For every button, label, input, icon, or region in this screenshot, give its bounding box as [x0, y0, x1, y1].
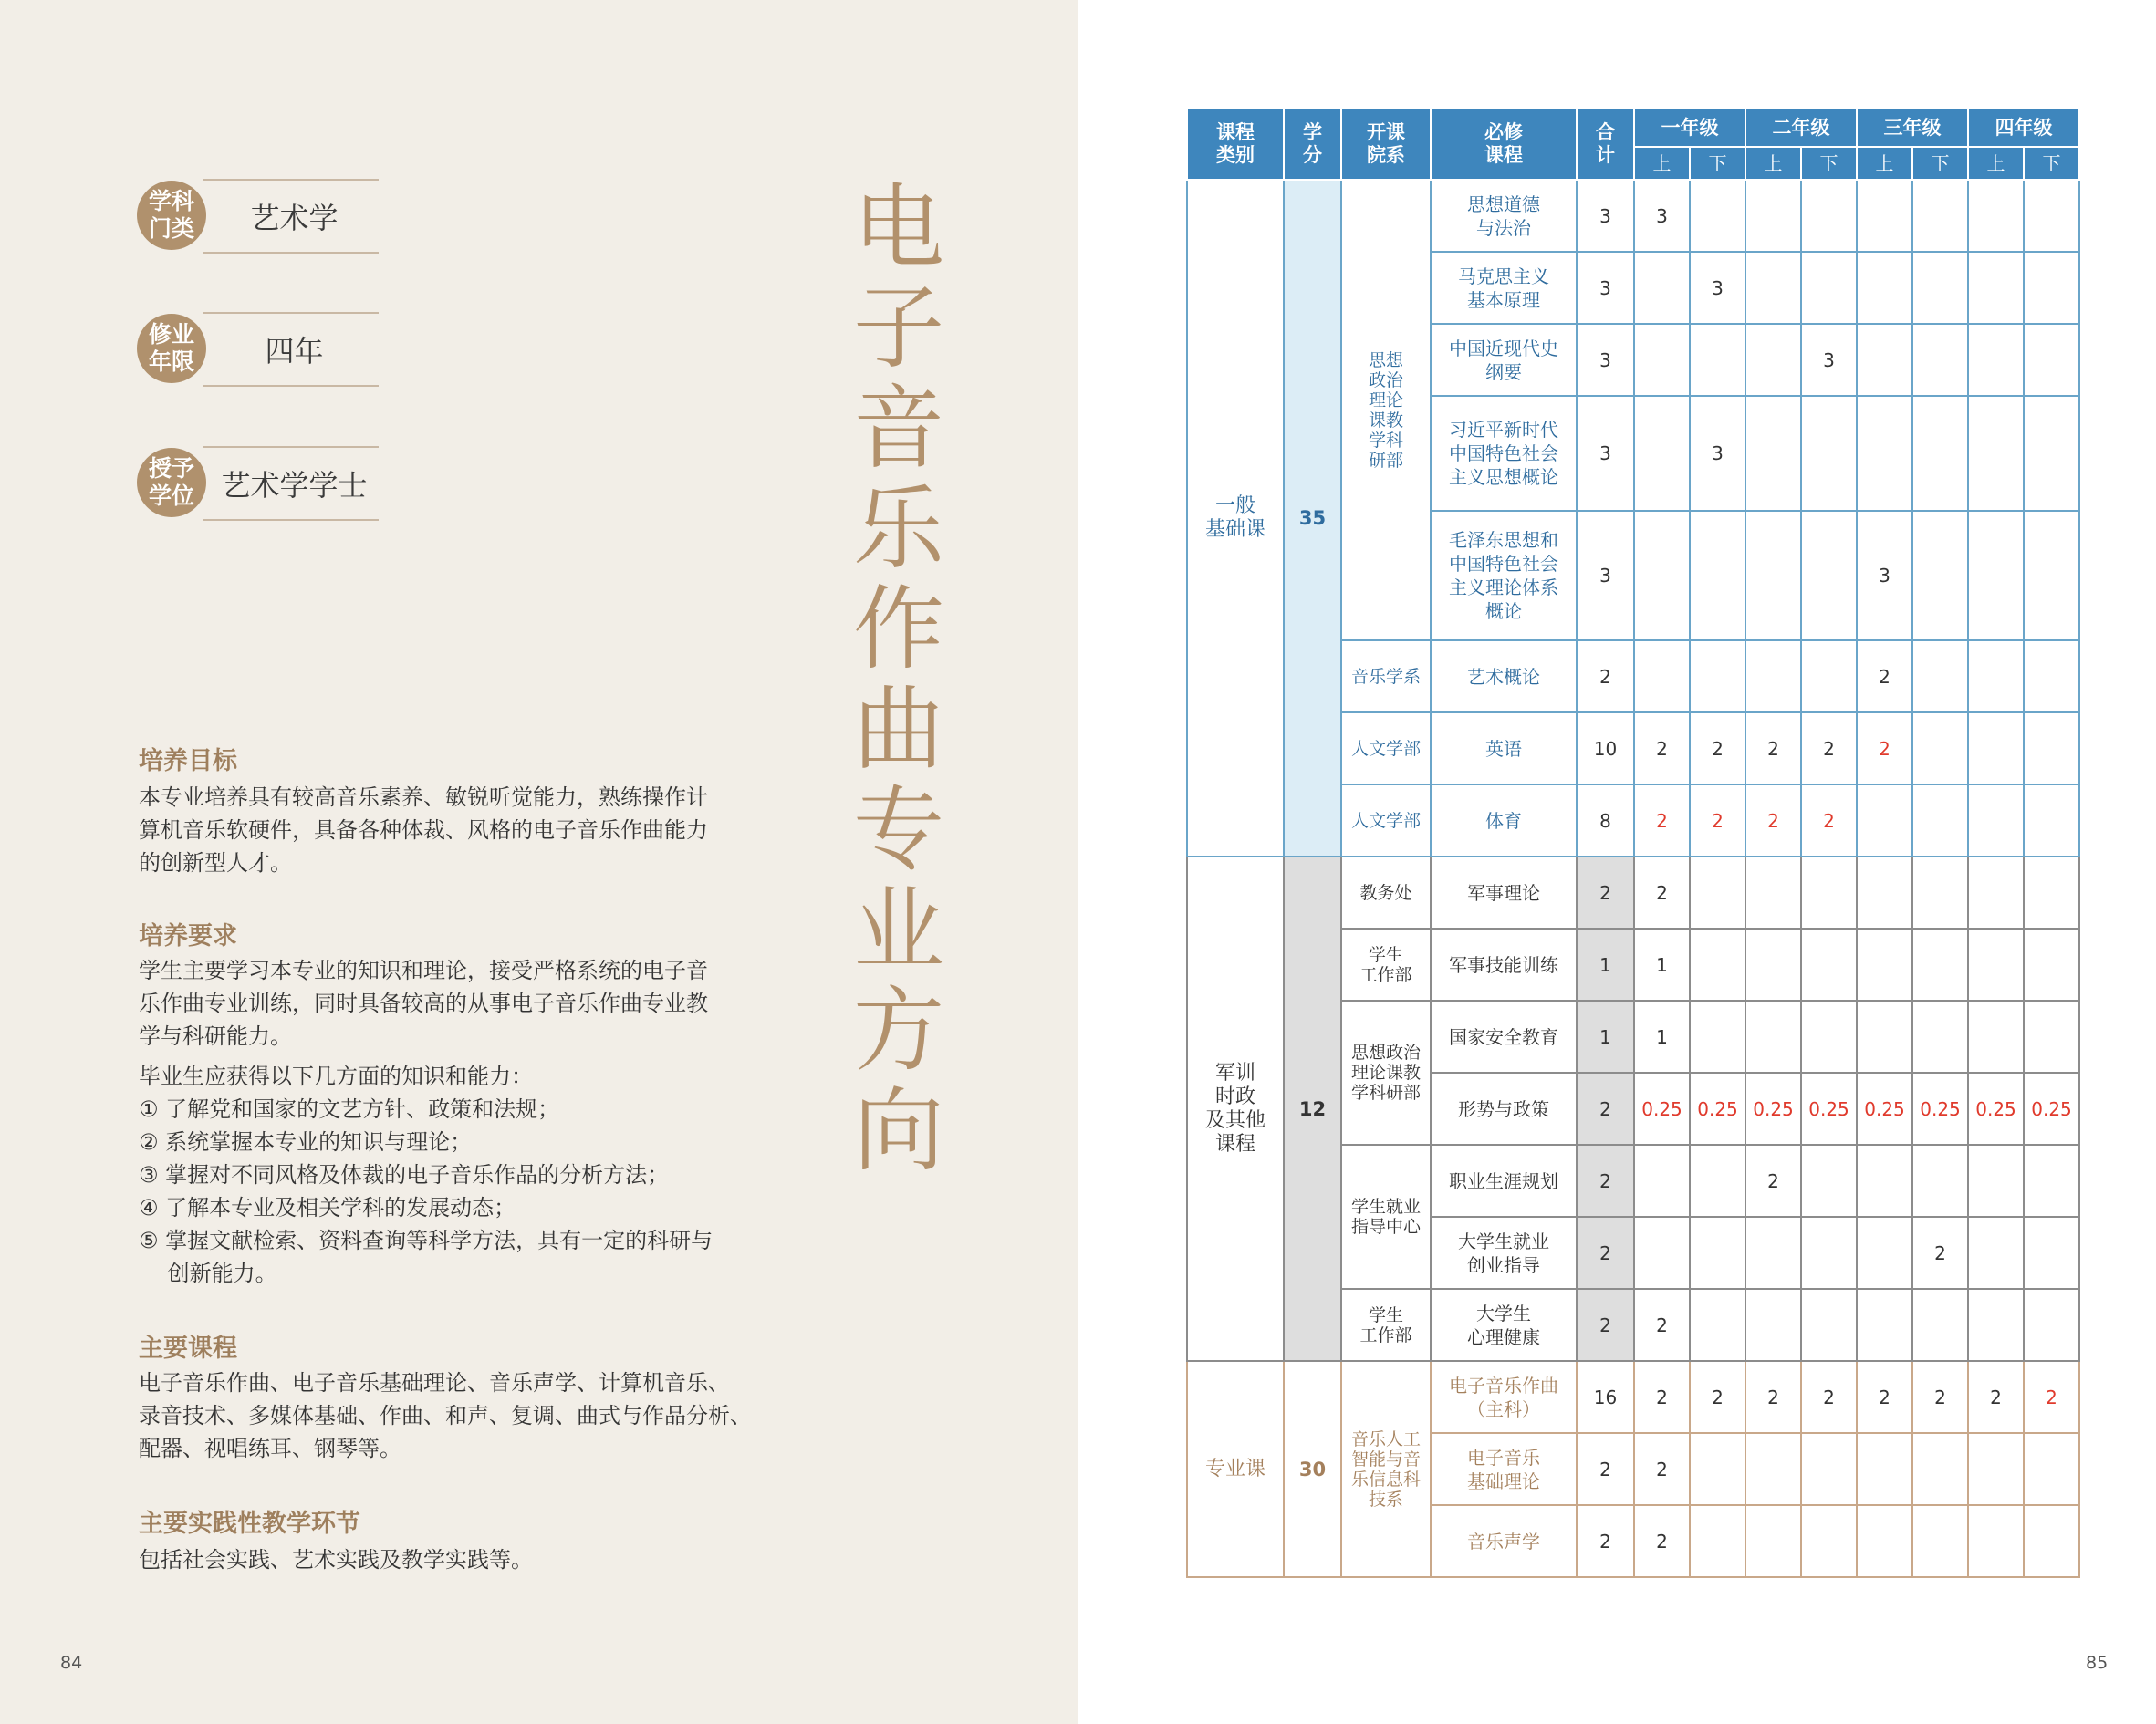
sem-cell: [1634, 252, 1690, 324]
category-general: 一般 基础课: [1187, 180, 1284, 857]
sem-cell: 2: [1745, 712, 1801, 784]
sem-cell: [1690, 1505, 1745, 1577]
dept-cell: 教务处: [1341, 857, 1431, 929]
sem-cell: [1801, 1145, 1857, 1217]
sem-cell: [1912, 396, 1968, 511]
sem-cell: [1690, 929, 1745, 1001]
sem-cell: 0.25: [1968, 1073, 2024, 1145]
sem-cell: [1745, 180, 1801, 252]
duration-value: 四年: [265, 334, 324, 369]
course-cell: 马克思主义 基本原理: [1431, 252, 1577, 324]
sem-cell: 0.25: [1745, 1073, 1801, 1145]
sem-cell: [1801, 1217, 1857, 1289]
header-year-2: 二年级: [1745, 109, 1857, 147]
header-dept: 开课 院系: [1341, 109, 1431, 180]
sem-cell: [1968, 252, 2024, 324]
sem-cell: 0.25: [1912, 1073, 1968, 1145]
sem-cell: 3: [1690, 396, 1745, 511]
sem-cell: [1801, 857, 1857, 929]
sem-cell: [2024, 1433, 2079, 1505]
sem-cell: [2024, 1217, 2079, 1289]
discipline-badge: 学科 门类: [137, 181, 206, 250]
page-number-right: 85: [2086, 1653, 2109, 1673]
sem-cell: 1: [1634, 929, 1690, 1001]
total-cell: 2: [1577, 1289, 1634, 1361]
requirement-heading: 培养要求: [139, 922, 237, 950]
credits-military: 12: [1284, 857, 1341, 1361]
sem-cell: [1801, 1433, 1857, 1505]
sem-cell: [1912, 712, 1968, 784]
sem-cell: [1634, 1217, 1690, 1289]
table-row: [1187, 1361, 2079, 1433]
header-total: 合 计: [1577, 109, 1634, 180]
total-cell: 2: [1577, 1433, 1634, 1505]
total-cell: 8: [1577, 784, 1634, 857]
sem-cell: [1857, 324, 1912, 396]
sem-cell: [1690, 1433, 1745, 1505]
sem-cell: 2: [1745, 1145, 1801, 1217]
sem-cell: [1745, 857, 1801, 929]
sem-cell: [1634, 511, 1690, 640]
credits-general: 35: [1284, 180, 1341, 857]
sem-cell: [2024, 712, 2079, 784]
total-cell: 16: [1577, 1361, 1634, 1433]
courses-heading: 主要课程: [139, 1335, 237, 1363]
dept-cell: 人文学部: [1341, 712, 1431, 784]
sem-cell: [1857, 1433, 1912, 1505]
sem-cell: [2024, 640, 2079, 712]
sem-cell: [1968, 1145, 2024, 1217]
info-row-degree: [137, 446, 379, 521]
sem-cell: [1745, 324, 1801, 396]
sem-cell: [1690, 1145, 1745, 1217]
sem-cell: [1801, 640, 1857, 712]
header-year-1: 一年级: [1634, 109, 1745, 147]
sem-cell: [1690, 511, 1745, 640]
total-cell: 3: [1577, 511, 1634, 640]
header-category: 课程 类别: [1187, 109, 1284, 180]
sem-cell: [1857, 1145, 1912, 1217]
sem-cell: [1745, 929, 1801, 1001]
sem-cell: [1745, 1289, 1801, 1361]
sem-cell: [1912, 324, 1968, 396]
course-cell: 大学生就业 创业指导: [1431, 1217, 1577, 1289]
sem-cell: [2024, 1145, 2079, 1217]
curriculum-table: [1186, 108, 2080, 1578]
total-cell: 3: [1577, 252, 1634, 324]
graduate-abilities-list: 毕业生应获得以下几方面的知识和能力： ① 了解党和国家的文艺方针、政策和法规； ② 系统掌握本专业的知识与理论； ③ 掌握对不同风格及体裁的电子音乐作品的分析方法； ④ 了解本专业及相关学科的发展动态； ⑤ 掌握文献检索、资料查询等科学方法，具有一定的科研与 创新能力。: [139, 1064, 713, 1286]
sem-cell: [1968, 929, 2024, 1001]
dept-cell: 思想 政治 理论 课教 学科 研部: [1341, 180, 1431, 640]
header-course: 必修 课程: [1431, 109, 1577, 180]
sem-cell: [2024, 1289, 2079, 1361]
sem-cell: [1801, 1289, 1857, 1361]
dept-cell: 学生 工作部: [1341, 1289, 1431, 1361]
sem-cell: 2: [1745, 1361, 1801, 1433]
sem-cell: [1634, 1145, 1690, 1217]
sem-cell: [1690, 1289, 1745, 1361]
course-cell: 职业生涯规划: [1431, 1145, 1577, 1217]
sem-cell: 2: [1634, 857, 1690, 929]
header-sem: 下: [2024, 147, 2079, 180]
header-row: [1187, 109, 2079, 147]
dept-cell: 音乐人工 智能与音 乐信息科 技系: [1341, 1361, 1431, 1577]
sem-cell: [2024, 784, 2079, 857]
sem-cell: [1857, 1217, 1912, 1289]
header-year-4: 四年级: [1968, 109, 2079, 147]
sem-cell: [1801, 180, 1857, 252]
sem-cell: [1745, 1505, 1801, 1577]
sem-cell: 2: [1857, 1361, 1912, 1433]
sem-cell: [1968, 640, 2024, 712]
sem-cell: [1912, 252, 1968, 324]
total-cell: 2: [1577, 1505, 1634, 1577]
header-sem: 上: [1857, 147, 1912, 180]
header-year-3: 三年级: [1857, 109, 1968, 147]
sem-cell: [1690, 324, 1745, 396]
sem-cell: [1912, 180, 1968, 252]
sem-cell: 3: [1857, 511, 1912, 640]
degree-badge: 授予 学位: [137, 448, 206, 517]
sem-cell: [1857, 1289, 1912, 1361]
sem-cell: 2: [1801, 784, 1857, 857]
discipline-value: 艺术学: [250, 201, 339, 235]
total-cell: 2: [1577, 1145, 1634, 1217]
sem-cell: [2024, 857, 2079, 929]
dept-cell: 音乐学系: [1341, 640, 1431, 712]
sem-cell: [1801, 511, 1857, 640]
table-row: [1187, 857, 2079, 929]
sem-cell: 2: [1634, 1505, 1690, 1577]
dept-cell: 学生就业 指导中心: [1341, 1145, 1431, 1289]
header-sem: 上: [1634, 147, 1690, 180]
sem-cell: [1690, 1217, 1745, 1289]
sem-cell: [1634, 640, 1690, 712]
sem-cell: [1912, 1505, 1968, 1577]
course-cell: 毛泽东思想和 中国特色社会 主义理论体系 概论: [1431, 511, 1577, 640]
credits-major: 30: [1284, 1361, 1341, 1577]
header-sem: 下: [1801, 147, 1857, 180]
course-cell: 军事技能训练: [1431, 929, 1577, 1001]
course-cell: 习近平新时代 中国特色社会 主义思想概论: [1431, 396, 1577, 511]
sem-cell: [1690, 640, 1745, 712]
course-cell: 中国近现代史 纲要: [1431, 324, 1577, 396]
table-row: [1187, 180, 2079, 252]
sem-cell: [1968, 396, 2024, 511]
total-cell: 3: [1577, 324, 1634, 396]
total-cell: 2: [1577, 857, 1634, 929]
sem-cell: [1857, 784, 1912, 857]
course-cell: 电子音乐作曲 （主科）: [1431, 1361, 1577, 1433]
goal-heading: 培养目标: [139, 747, 237, 775]
course-cell: 英语: [1431, 712, 1577, 784]
sem-cell: 2: [1857, 640, 1912, 712]
total-cell: 2: [1577, 640, 1634, 712]
course-cell: 体育: [1431, 784, 1577, 857]
sem-cell: [1912, 1001, 1968, 1073]
course-cell: 电子音乐 基础理论: [1431, 1433, 1577, 1505]
sem-cell: 2: [1690, 1361, 1745, 1433]
sem-cell: 0.25: [1801, 1073, 1857, 1145]
sem-cell: [1634, 396, 1690, 511]
page-title: 电 子 音 乐 作 曲 专 业 方 向: [853, 174, 944, 1184]
sem-cell: [1912, 1145, 1968, 1217]
sem-cell: [1801, 1001, 1857, 1073]
sem-cell: [1745, 511, 1801, 640]
sem-cell: [1801, 929, 1857, 1001]
sem-cell: 3: [1801, 324, 1857, 396]
sem-cell: [1912, 1433, 1968, 1505]
sem-cell: 2: [1634, 712, 1690, 784]
sem-cell: [1857, 857, 1912, 929]
sem-cell: [2024, 1505, 2079, 1577]
sem-cell: 2: [1634, 1289, 1690, 1361]
sem-cell: [1968, 712, 2024, 784]
duration-badge: 修业 年限: [137, 314, 206, 383]
total-cell: 1: [1577, 1001, 1634, 1073]
sem-cell: [1857, 1001, 1912, 1073]
total-cell: 2: [1577, 1217, 1634, 1289]
sem-cell: [1912, 929, 1968, 1001]
sem-cell: 2: [1690, 784, 1745, 857]
sem-cell: 2: [1912, 1217, 1968, 1289]
sem-cell: [1968, 784, 2024, 857]
sem-cell: [1912, 640, 1968, 712]
category-military: 军训 时政 及其他 课程: [1187, 857, 1284, 1361]
total-cell: 10: [1577, 712, 1634, 784]
sem-cell: 2: [1801, 1361, 1857, 1433]
sem-cell: [1857, 929, 1912, 1001]
sem-cell: 1: [1634, 1001, 1690, 1073]
goal-text: 本专业培养具有较高音乐素养、敏锐听觉能力，熟练操作计 算机音乐软硬件，具备各种体裁、风格的电子音乐作曲能力 的创新型人才。: [139, 784, 708, 876]
header-sem: 下: [1912, 147, 1968, 180]
info-row-discipline: [137, 179, 379, 254]
course-cell: 音乐声学: [1431, 1505, 1577, 1577]
course-cell: 国家安全教育: [1431, 1001, 1577, 1073]
sem-cell: [1801, 396, 1857, 511]
sem-cell: 2: [1634, 1433, 1690, 1505]
sem-cell: [1912, 784, 1968, 857]
sem-cell: [2024, 252, 2079, 324]
sem-cell: [1912, 1289, 1968, 1361]
header-sem: 上: [1745, 147, 1801, 180]
sem-cell: 2: [1801, 712, 1857, 784]
info-row-duration: [137, 312, 379, 387]
sem-cell: [1745, 396, 1801, 511]
page-number-left: 84: [60, 1653, 83, 1673]
practice-text: 包括社会实践、艺术实践及教学实践等。: [139, 1547, 533, 1573]
sem-cell: [1968, 511, 2024, 640]
total-cell: 1: [1577, 929, 1634, 1001]
sem-cell: 2: [1634, 784, 1690, 857]
sem-cell: [1857, 252, 1912, 324]
header-sem: 下: [1690, 147, 1745, 180]
total-cell: 2: [1577, 1073, 1634, 1145]
course-cell: 思想道德 与法治: [1431, 180, 1577, 252]
sem-cell: [1745, 640, 1801, 712]
sem-cell: [1968, 1289, 2024, 1361]
sem-cell: 3: [1690, 252, 1745, 324]
sem-cell: [1968, 1505, 2024, 1577]
sem-cell: 2: [1634, 1361, 1690, 1433]
sem-cell: [1857, 1505, 1912, 1577]
sem-cell: [1745, 1217, 1801, 1289]
sem-cell: [1857, 180, 1912, 252]
sem-cell: [1968, 180, 2024, 252]
sem-cell: [1857, 396, 1912, 511]
course-cell: 大学生 心理健康: [1431, 1289, 1577, 1361]
sem-cell: [1968, 1001, 2024, 1073]
sem-cell: 2: [1857, 712, 1912, 784]
sem-cell: [2024, 511, 2079, 640]
sem-cell: 0.25: [2024, 1073, 2079, 1145]
requirement-text: 学生主要学习本专业的知识和理论，接受严格系统的电子音 乐作曲专业训练，同时具备较高的从事电子音乐作曲专业教 学与科研能力。: [139, 958, 708, 1049]
sem-cell: [1801, 252, 1857, 324]
total-cell: 3: [1577, 180, 1634, 252]
sem-cell: 2: [1745, 784, 1801, 857]
course-cell: 形势与政策: [1431, 1073, 1577, 1145]
dept-cell: 学生 工作部: [1341, 929, 1431, 1001]
dept-cell: 人文学部: [1341, 784, 1431, 857]
header-credits: 学 分: [1284, 109, 1341, 180]
sem-cell: [1690, 180, 1745, 252]
sem-cell: [2024, 1001, 2079, 1073]
sem-cell: [1968, 1217, 2024, 1289]
course-cell: 艺术概论: [1431, 640, 1577, 712]
sem-cell: [1801, 1505, 1857, 1577]
sem-cell: [2024, 396, 2079, 511]
sem-cell: [1634, 324, 1690, 396]
courses-text: 电子音乐作曲、电子音乐基础理论、音乐声学、计算机音乐、 录音技术、多媒体基础、作曲、和声、复调、曲式与作品分析、 配器、视唱练耳、钢琴等。: [139, 1370, 752, 1461]
sem-cell: 3: [1634, 180, 1690, 252]
sem-cell: 2: [1690, 712, 1745, 784]
course-cell: 军事理论: [1431, 857, 1577, 929]
sem-cell: 2: [1912, 1361, 1968, 1433]
sem-cell: 2: [2024, 1361, 2079, 1433]
sem-cell: 2: [1968, 1361, 2024, 1433]
sem-cell: [1968, 1433, 2024, 1505]
sem-cell: [1912, 511, 1968, 640]
sem-cell: [1968, 857, 2024, 929]
sem-cell: 0.25: [1634, 1073, 1690, 1145]
sem-cell: [1690, 1001, 1745, 1073]
right-page: [1078, 0, 2156, 1724]
sem-cell: [2024, 324, 2079, 396]
sem-cell: 0.25: [1857, 1073, 1912, 1145]
header-sem: 上: [1968, 147, 2024, 180]
sem-cell: [2024, 929, 2079, 1001]
dept-cell: 思想政治 理论课教 学科研部: [1341, 1001, 1431, 1145]
sem-cell: [1745, 1433, 1801, 1505]
total-cell: 3: [1577, 396, 1634, 511]
practice-heading: 主要实践性教学环节: [139, 1510, 360, 1538]
sem-cell: [1690, 857, 1745, 929]
sem-cell: [2024, 180, 2079, 252]
degree-value: 艺术学学士: [221, 468, 368, 503]
sem-cell: 0.25: [1690, 1073, 1745, 1145]
category-major: 专业课: [1187, 1361, 1284, 1577]
sem-cell: [1912, 857, 1968, 929]
sem-cell: [1968, 324, 2024, 396]
sem-cell: [1745, 252, 1801, 324]
sem-cell: [1745, 1001, 1801, 1073]
